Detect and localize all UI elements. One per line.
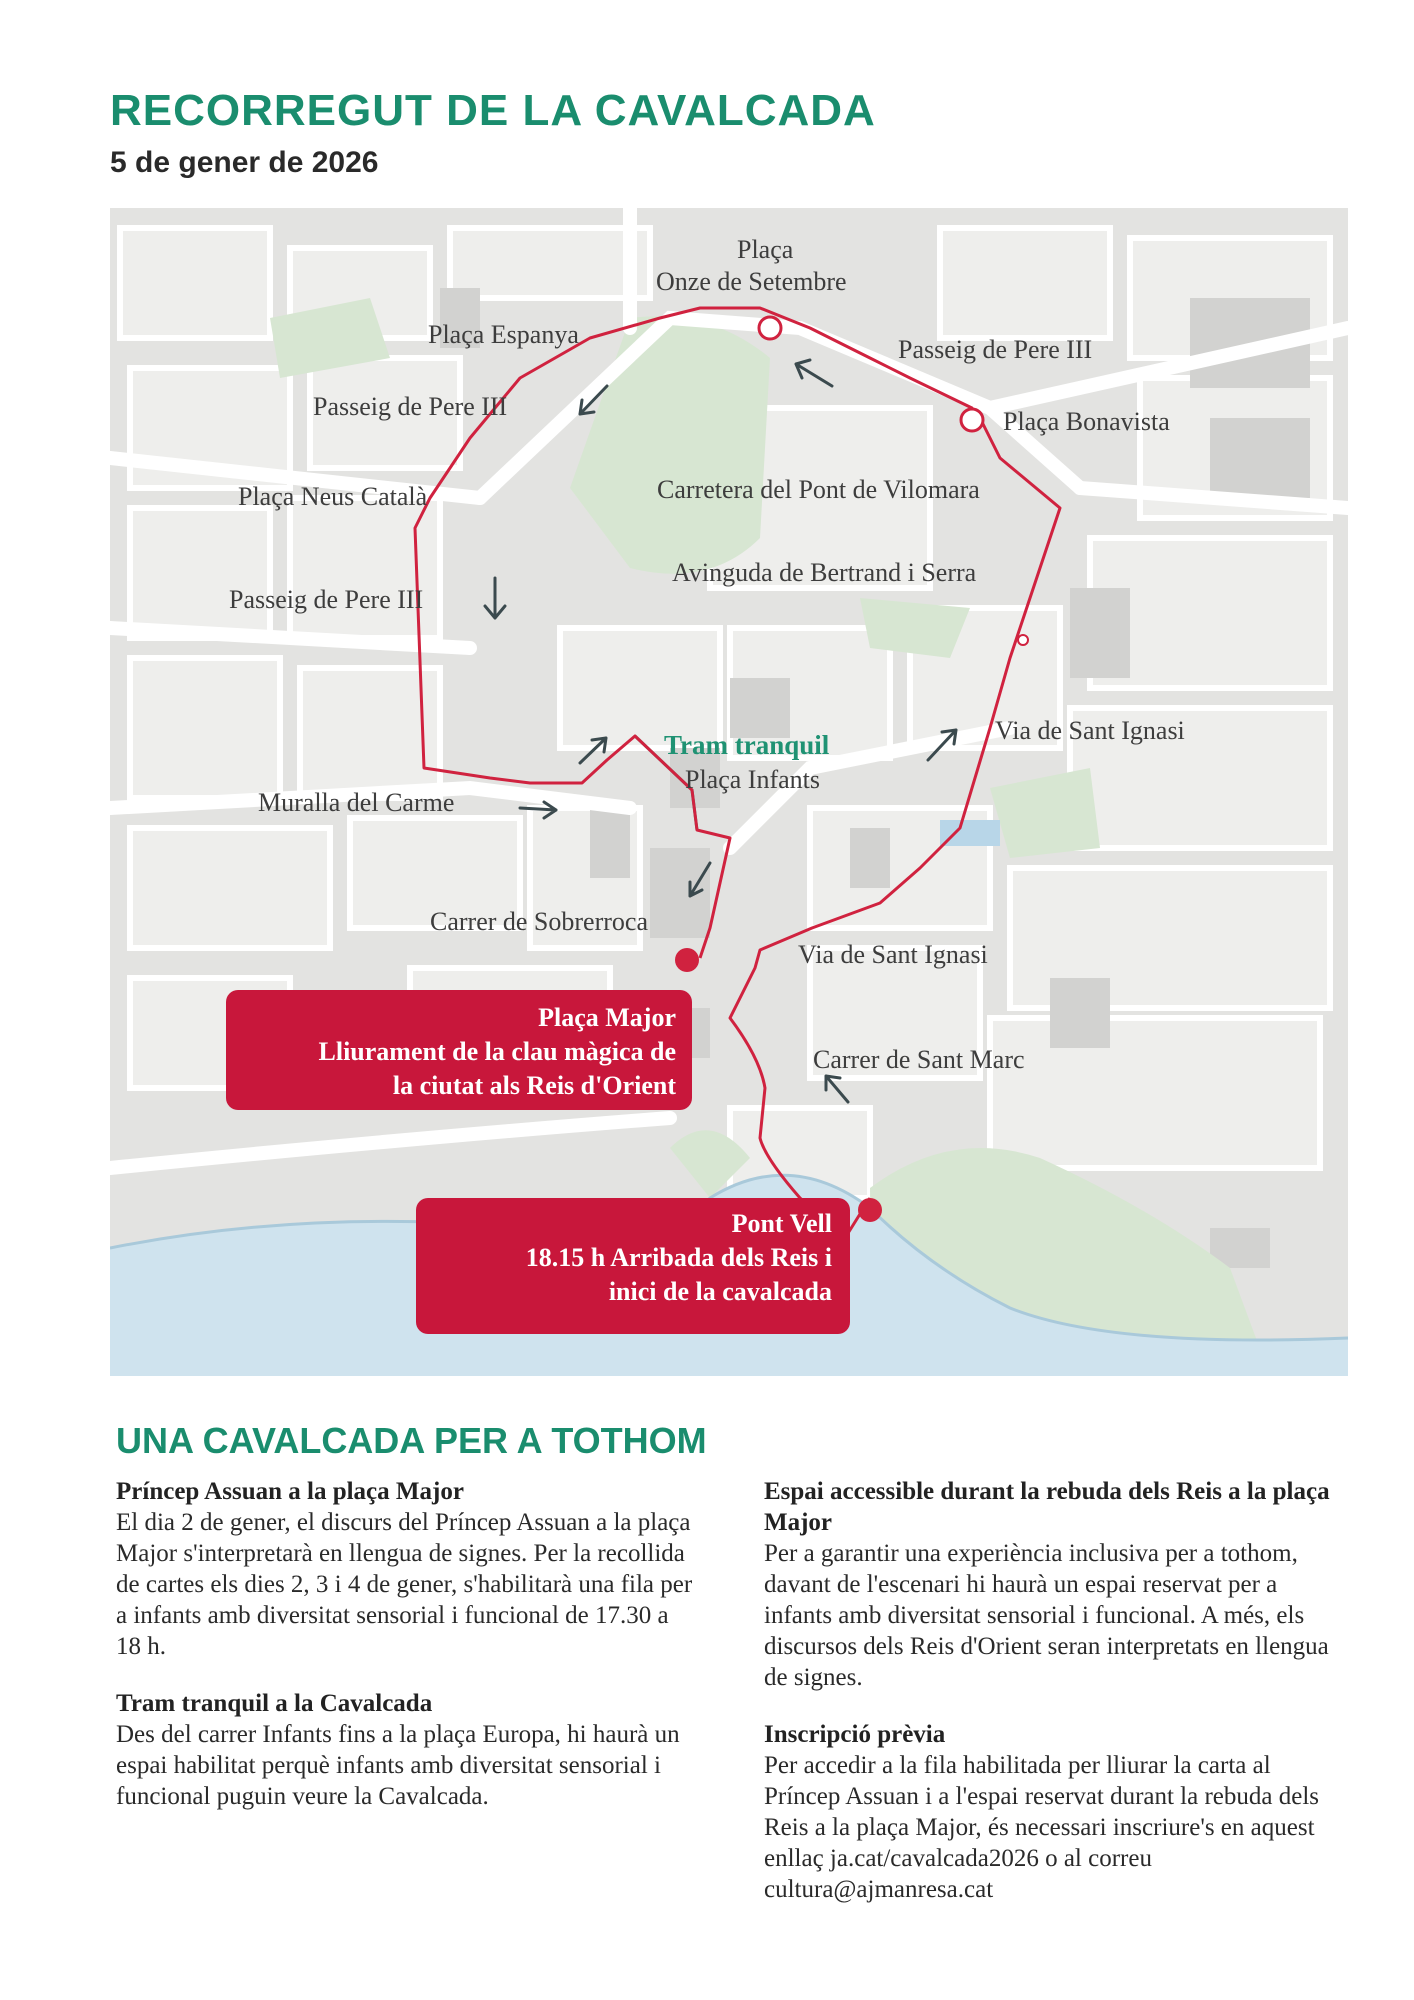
info-heading: Príncep Assuan a la plaça Major <box>116 1478 464 1505</box>
label-carrer-sobrerroca: Carrer de Sobrerroca <box>430 907 648 936</box>
info-body: Des del carrer Infants fins a la plaça Europa, hi haurà un espai habilitat perquè infants amb diversitat sensorial i funcional puguin veure la Cavalcada. <box>116 1721 680 1810</box>
label-onze-setembre: Onze de Setembre <box>656 267 847 296</box>
info-body: Per a garantir una experiència inclusiva per a tothom, davant de l'escenari hi haurà un espai reservat per a infants amb diversitat sensorial i funcional. A més, els discursos dels Reis d'Orient seran interpretats en llengua de signes. <box>764 1540 1329 1691</box>
label-placa-espanya: Plaça Espanya <box>428 320 579 349</box>
callout-pont-vell-line1: 18.15 h Arribada dels Reis i <box>525 1243 832 1272</box>
roundabout-bonavista <box>961 409 983 431</box>
callout-placa-major-title: Plaça Major <box>538 1003 676 1032</box>
info-heading: Espai accessible durant la rebuda dels Reis a la plaça Major <box>764 1478 1330 1536</box>
route-map <box>110 208 1348 1376</box>
callout-pont-vell-title: Pont Vell <box>731 1209 832 1238</box>
info-block-inscripcio <box>764 1719 1344 1905</box>
callout-placa-major <box>226 990 692 1110</box>
info-block-tram <box>116 1688 696 1812</box>
callout-pont-vell <box>416 1198 850 1334</box>
callout-placa-major-line2: la ciutat als Reis d'Orient <box>392 1071 676 1100</box>
info-column-left <box>116 1476 696 1838</box>
route-node <box>1018 635 1028 645</box>
roundabout-onze-setembre <box>759 317 781 339</box>
label-via-sant-ignasi-1: Via de Sant Ignasi <box>995 716 1185 745</box>
info-column-right <box>764 1476 1344 1931</box>
label-placa-neus: Plaça Neus Català <box>238 482 428 511</box>
label-avinguda-bertrand: Avinguda de Bertrand i Serra <box>672 558 977 587</box>
info-block-espai <box>764 1476 1344 1693</box>
label-carretera-pont: Carretera del Pont de Vilomara <box>657 475 980 504</box>
info-block-principe <box>116 1476 696 1662</box>
section-title: UNA CAVALCADA PER A TOTHOM <box>116 1420 707 1461</box>
pont-vell-marker <box>858 1198 882 1222</box>
label-carrer-sant-marc: Carrer de Sant Marc <box>813 1045 1025 1074</box>
label-passeig-pere-1: Passeig de Pere III <box>898 335 1093 364</box>
label-placa: Plaça <box>737 235 794 264</box>
info-heading: Inscripció prèvia <box>764 1721 946 1748</box>
page-title: RECORREGUT DE LA CAVALCADA <box>110 86 876 135</box>
label-passeig-pere-3: Passeig de Pere III <box>229 585 424 614</box>
label-placa-infants: Plaça Infants <box>685 765 821 794</box>
callout-pont-vell-line2: inici de la cavalcada <box>608 1277 832 1306</box>
info-body: Per accedir a la fila habilitada per lliurar la carta al Príncep Assuan i a l'espai reservat durant la rebuda dels Reis a la plaça Major, és necessari inscriure's en aquest enllaç ja.cat/cavalcada2026 o al correu cultura@ajmanresa.cat <box>764 1752 1320 1903</box>
label-muralla-carme: Muralla del Carme <box>258 788 455 817</box>
info-body: El dia 2 de gener, el discurs del Príncep Assuan a la plaça Major s'interpretarà en llengua de signes. Per la recollida de cartes els dies 2, 3 i 4 de gener, s'habilitarà una fila per a infants amb diversitat sensorial i funcional de 17.30 a 18 h. <box>116 1509 693 1660</box>
pool <box>940 820 1000 846</box>
label-tram-tranquil: Tram tranquil <box>664 730 830 760</box>
callout-placa-major-line1: Lliurament de la clau màgica de <box>318 1037 676 1066</box>
label-via-sant-ignasi-2: Via de Sant Ignasi <box>798 940 988 969</box>
label-passeig-pere-2: Passeig de Pere III <box>313 392 508 421</box>
info-heading: Tram tranquil a la Cavalcada <box>116 1690 433 1717</box>
label-placa-bonavista: Plaça Bonavista <box>1003 407 1170 436</box>
page-date: 5 de gener de 2026 <box>110 146 379 179</box>
placa-major-marker <box>675 948 699 972</box>
